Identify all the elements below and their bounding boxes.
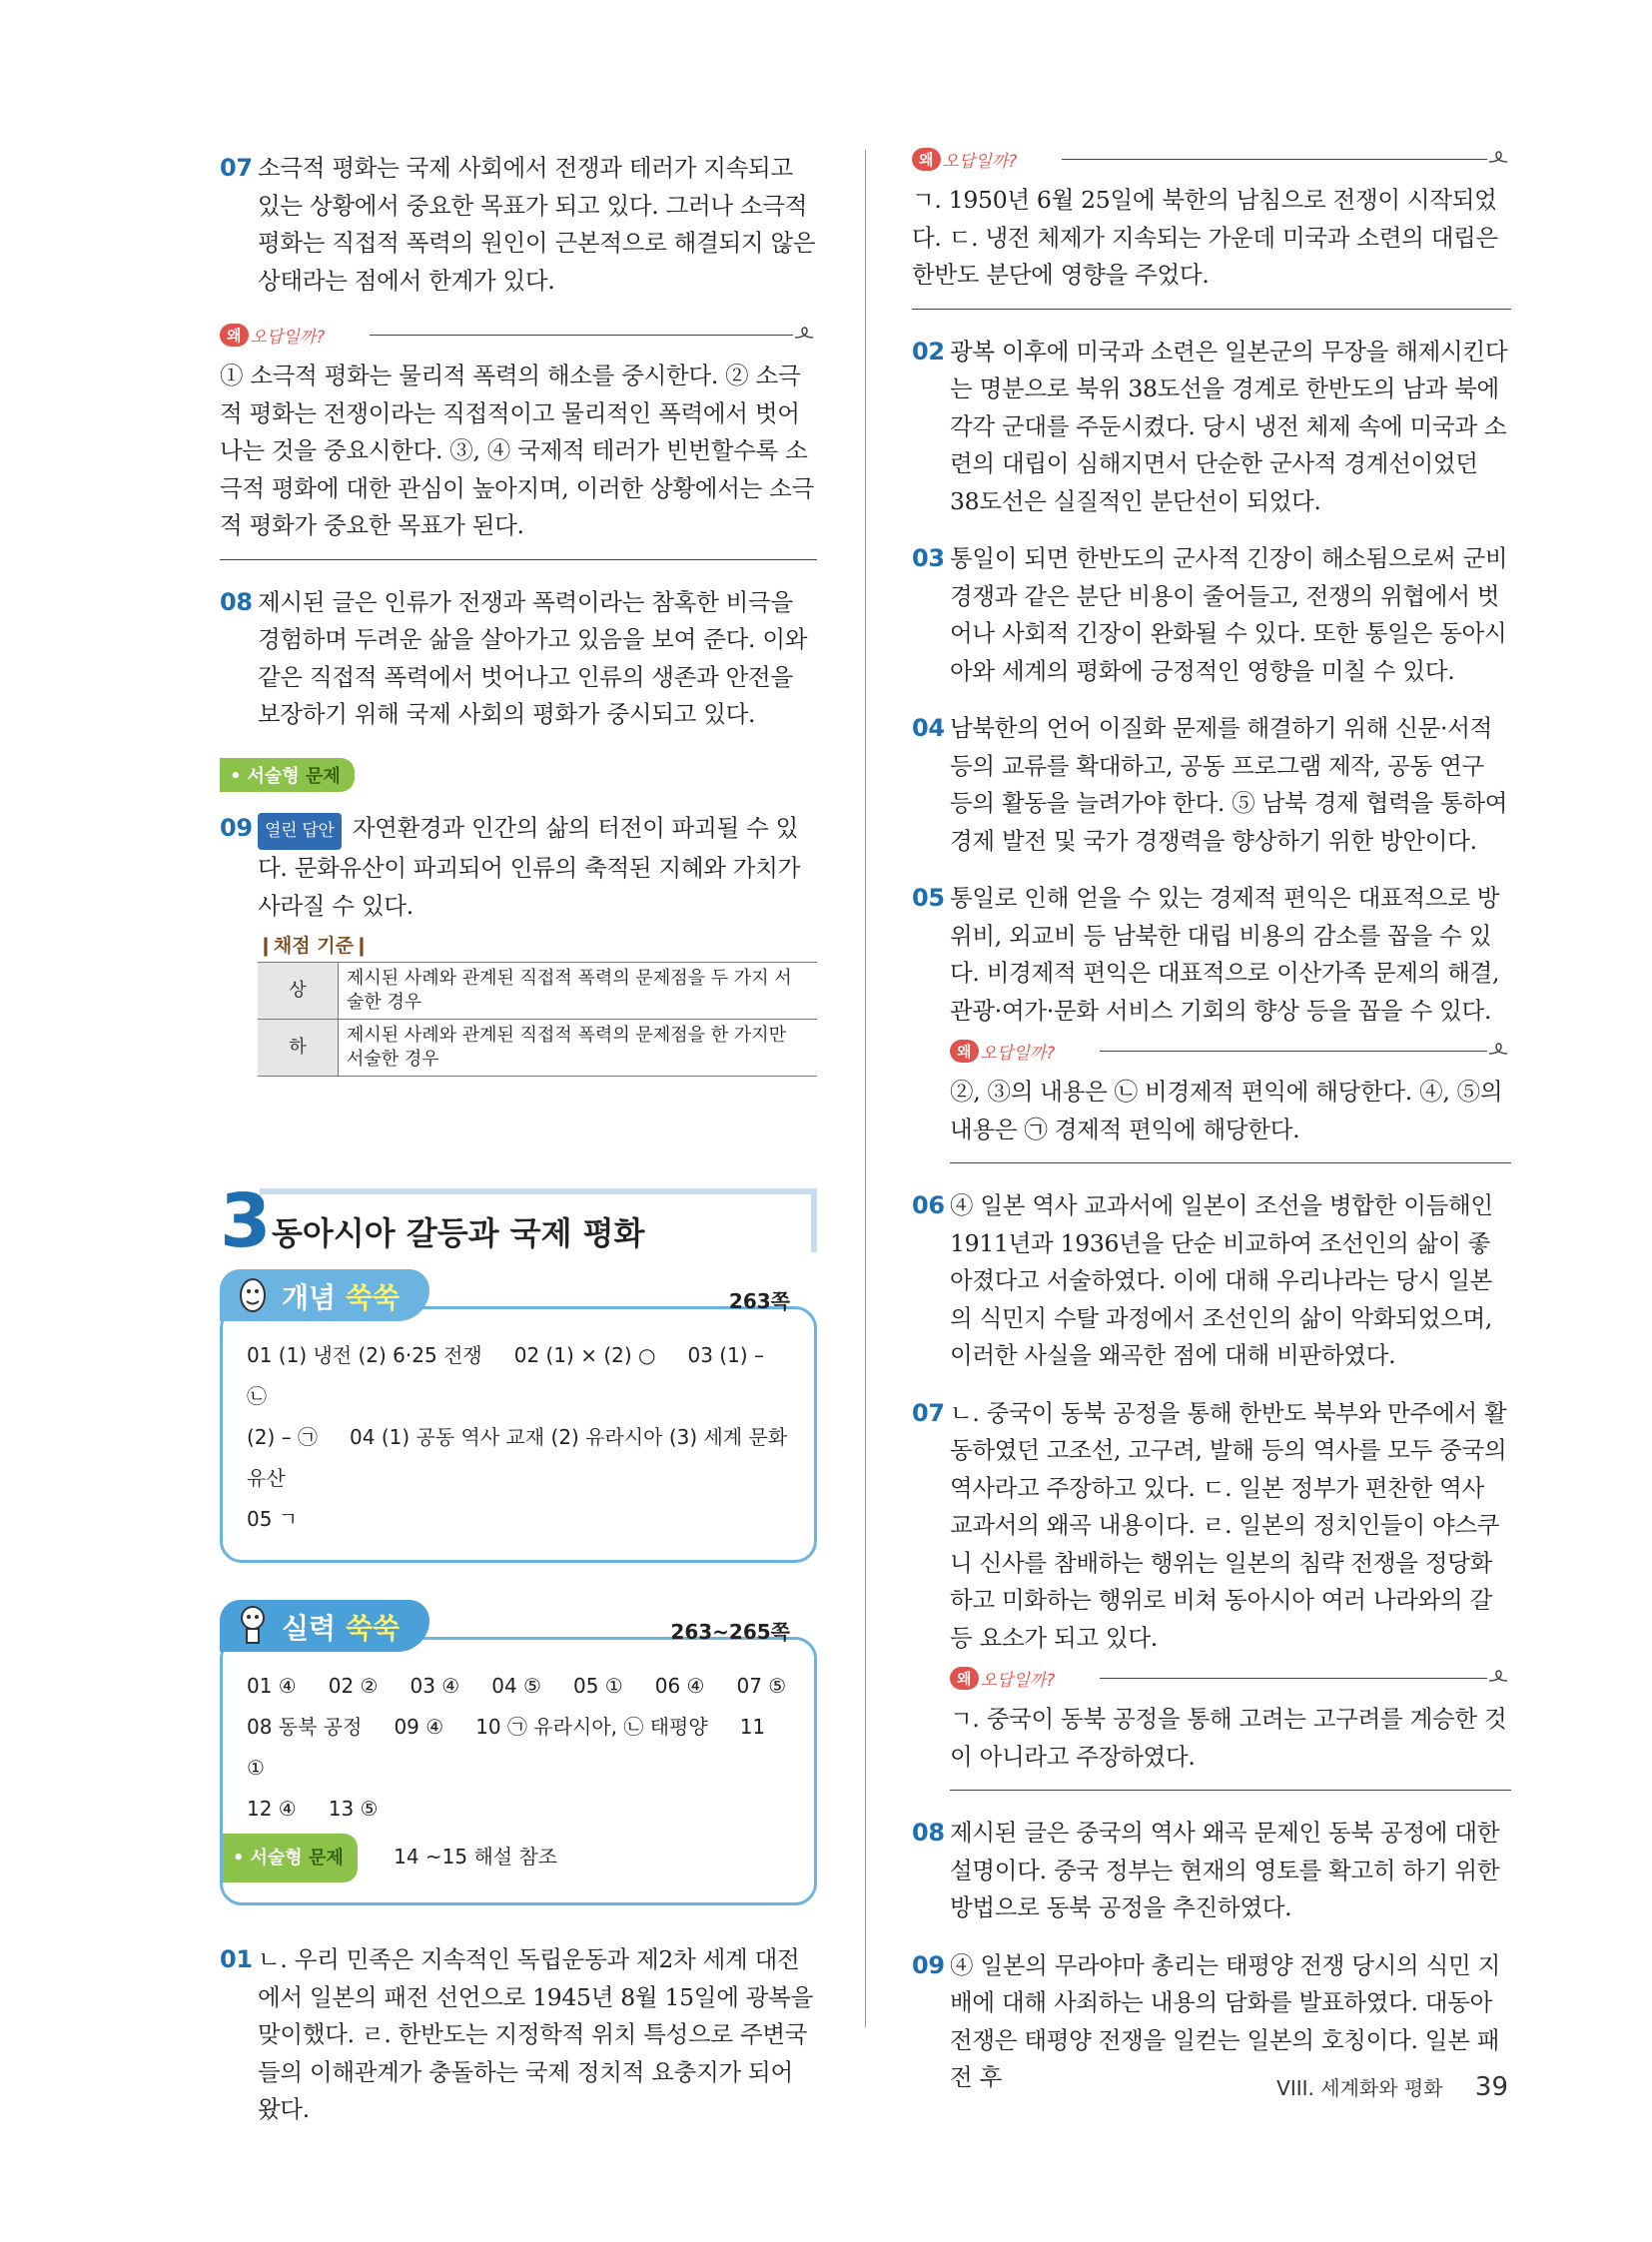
concept-tab-label: 개념 쑥쑥	[282, 1281, 400, 1314]
answer-row: 12 ④ 13 ⑤	[247, 1797, 379, 1821]
why-badge: 왜	[950, 1040, 979, 1063]
answer-08	[912, 1815, 1511, 1927]
page-ref: 263쪽	[728, 1289, 790, 1313]
criteria-row	[258, 1020, 817, 1077]
why-wrong-box	[950, 1663, 1511, 1791]
section-number: 3	[220, 1178, 272, 1264]
question-number: 09	[220, 813, 253, 842]
skill-answer-box	[220, 1612, 817, 1905]
question-number: 07	[220, 154, 253, 182]
loop-icon	[1487, 148, 1507, 168]
answer-text: 남북한의 언어 이질화 문제를 해결하기 위해 신문·서적 등의 교류를 확대하고, 공동 프로그램 제작, 공동 연구 등의 활동을 늘려가야 한다. ⑤ 남북 경제 협력을 통하여 경제 발전 및 국가 경쟁력을 향상하기 위한 방안이다.	[950, 714, 1508, 855]
answer-text: ㄴ. 우리 민족은 지속적인 독립운동과 제2차 세계 대전에서 일본의 패전 선언으로 1945년 8월 15일에 광복을 맞이했다. ㄹ. 한반도는 지정학적 위치 특성으로 주변국들의 이해관계가 충돌하는 국제 정치적 요충지가 되어 왔다.	[258, 1945, 813, 2123]
question-number: 02	[912, 337, 945, 366]
criteria-desc: 제시된 사례와 관계된 직접적 폭력의 문제점을 한 가지만 서술한 경우	[339, 1020, 818, 1077]
answer-row: 01 (1) 냉전 (2) 6·25 전쟁 02 (1) × (2) ○ 03 (1) – ㉡	[247, 1343, 764, 1408]
concept-tab	[220, 1269, 429, 1321]
question-number: 06	[912, 1191, 945, 1219]
section-title: 동아시아 갈등과 국제 평화	[272, 1214, 645, 1252]
answer-02	[912, 334, 1511, 521]
right-column	[912, 150, 1511, 2117]
answer-01	[220, 1941, 817, 2129]
skill-tab-label: 실력 쑥쑥	[282, 1612, 400, 1645]
answer-row: 08 동북 공정 09 ④ 10 ㉠ 유라시아, ㉡ 태평양 11 ①	[247, 1715, 766, 1780]
answer-row: 01 ④ 02 ② 03 ④ 04 ⑤ 05 ① 06 ④ 07 ⑤	[247, 1674, 787, 1698]
question-number: 01	[220, 1945, 253, 1973]
why-wrong-box	[950, 1036, 1511, 1163]
concept-answer-box	[220, 1281, 817, 1563]
page-ref: 263~265쪽	[670, 1620, 790, 1644]
answer-text: ㄴ. 중국이 동북 공정을 통해 한반도 북부와 만주에서 활동하였던 고조선, 고구려, 발해 등의 역사를 모두 중국의 역사라고 주장하고 있다. ㄷ. 일본 정부가 편찬한 역사 교과서의 왜곡 내용이다. ㄹ. 일본의 정치인들이 야스쿠니 신사를 참배하는 행위는 일본의 침략 전쟁을 정당화하고 미화하는 행위로 비쳐 동아시아 여러 나라와의 갈등 요소가 되고 있다.	[950, 1398, 1507, 1652]
answer-text: 제시된 글은 중국의 역사 왜곡 문제인 동북 공정에 대한 설명이다. 중국 정부는 현재의 영토를 확고히 하기 위한 방법으로 동북 공정을 추진하였다.	[950, 1819, 1500, 1921]
left-column	[220, 150, 817, 2149]
criteria-table	[258, 962, 817, 1077]
question-number: 07	[912, 1398, 945, 1427]
why-wrong-tag	[912, 144, 1017, 174]
why-rule	[1100, 1678, 1487, 1679]
answer-text: 통일로 인해 얻을 수 있는 경제적 편익은 대표적으로 방위비, 외교비 등 남북한 대립 비용의 감소를 꼽을 수 있다. 비경제적 편익은 대표적으로 이산가족 문제의 해결, 관광·여가·문화 서비스 기회의 향상 등을 꼽을 수 있다.	[950, 884, 1500, 1025]
column-divider	[865, 150, 866, 2027]
why-rule	[1062, 159, 1487, 160]
skill-tab	[220, 1600, 429, 1652]
answer-06	[912, 1187, 1511, 1375]
essay-label-row	[220, 758, 817, 792]
why-rule	[370, 335, 793, 336]
answer-row: (2) – ㉠ 04 (1) 공동 역사 교재 (2) 유라시아 (3) 세계 문화유산	[247, 1425, 788, 1490]
why-text-body: ㄱ. 1950년 6월 25일에 북한의 남침으로 전쟁이 시작되었다. ㄷ. 냉전 체제가 지속되는 가운데 미국과 소련의 대립은 한반도 분단에 영향을 주었다.	[912, 186, 1498, 289]
why-wrong-box	[220, 320, 817, 560]
answer-07	[220, 150, 817, 300]
essay-ref-row	[223, 1834, 794, 1882]
why-rule	[1100, 1051, 1487, 1052]
essay-pill: • 서술형 문제	[220, 758, 355, 792]
section-bar-vertical	[811, 1188, 817, 1252]
question-number: 08	[220, 587, 253, 616]
criteria-label: ❙채점 기준❙	[258, 935, 370, 957]
answer-text: 광복 이후에 미국과 소련은 일본군의 무장을 해제시킨다는 명분으로 북위 38도선을 경계로 한반도의 남과 북에 각각 군대를 주둔시켰다. 당시 냉전 체제 속에 미국과 소련의 대립이 심해지면서 단순한 군사적 경계선이었던 38도선은 실질적인 분단선이 되었다.	[950, 337, 1508, 515]
chapter-title: VIII. 세계화와 평화	[1276, 2076, 1443, 2100]
why-wrong-box	[912, 144, 1511, 310]
why-text-body: ②, ③의 내용은 ㉡ 비경제적 편익에 해당한다. ④, ⑤의 내용은 ㉠ 경제적 편익에 해당한다.	[950, 1078, 1503, 1143]
why-label: 오답일까?	[980, 1670, 1056, 1691]
answer-05	[912, 880, 1511, 1030]
answer-03	[912, 540, 1511, 690]
page-number: 39	[1474, 2072, 1508, 2102]
essay-pill: • 서술형 문제	[223, 1834, 358, 1882]
loop-icon	[793, 324, 813, 344]
answer-text: 제시된 글은 인류가 전쟁과 폭력이라는 참혹한 비극을 경험하며 두려운 삶을 살아가고 있음을 보여 준다. 이와 같은 직접적 폭력에서 벗어나고 인류의 생존과 안전을 보장하기 위해 국제 사회의 평화가 중시되고 있다.	[258, 587, 808, 728]
loop-icon	[1487, 1667, 1507, 1687]
criteria-level: 상	[258, 963, 339, 1020]
mascot-icon	[232, 1271, 274, 1319]
why-label: 오답일까?	[942, 151, 1018, 172]
question-number: 03	[912, 544, 945, 572]
answer-09	[220, 810, 817, 926]
answer-text: 통일이 되면 한반도의 군사적 긴장이 해소됨으로써 군비 경쟁과 같은 분단 비용이 줄어들고, 전쟁의 위협에서 벗어나 사회적 긴장이 완화될 수 있다. 또한 통일은 동아시아와 세계의 평화에 긍정적인 영향을 미칠 수 있다.	[950, 544, 1508, 685]
question-number: 04	[912, 714, 945, 742]
answer-08	[220, 584, 817, 734]
answer-row: 05 ㄱ	[247, 1507, 299, 1531]
criteria-row	[258, 963, 817, 1020]
why-label: 오답일까?	[250, 327, 326, 348]
why-wrong-tag	[220, 320, 325, 350]
answer-text: 소극적 평화는 국제 사회에서 전쟁과 테러가 지속되고 있는 상황에서 중요한 목표가 되고 있다. 그러나 소극적 평화는 직접적 폭력의 원인이 근본적으로 해결되지 않은 상태라는 점에서 한계가 있다.	[258, 154, 816, 295]
answer-text: ④ 일본의 무라야마 총리는 태평양 전쟁 당시의 식민 지배에 대해 사죄하는 내용의 담화를 발표하였다. 대동아 전쟁은 태평양 전쟁을 일컫는 일본의 호칭이다. 일본 패전 후	[950, 1950, 1500, 2091]
why-text-body: ㄱ. 중국이 동북 공정을 통해 고려는 고구려를 계승한 것이 아니라고 주장하였다.	[950, 1705, 1507, 1771]
section-header	[220, 1172, 817, 1272]
why-label: 오답일까?	[980, 1043, 1056, 1064]
loop-icon	[1487, 1040, 1507, 1060]
why-badge: 왜	[950, 1667, 979, 1690]
why-badge: 왜	[912, 148, 941, 171]
why-wrong-tag	[950, 1663, 1055, 1693]
answer-04	[912, 710, 1511, 860]
answer-text: ④ 일본 역사 교과서에 일본이 조선을 병합한 이듬해인 1911년과 1936년을 단순 비교하여 조선인의 삶이 좋아졌다고 서술하였다. 이에 대해 우리나라는 당시 일본의 식민지 수탈 과정에서 조선인의 삶이 악화되었으며, 이러한 사실을 왜곡한 점에 대해 비판하였다.	[950, 1191, 1493, 1369]
criteria-desc: 제시된 사례와 관계된 직접적 폭력의 문제점을 두 가지 서술한 경우	[339, 963, 818, 1020]
section-bar	[260, 1188, 817, 1194]
criteria-level: 하	[258, 1020, 339, 1077]
mascot-icon	[232, 1602, 274, 1650]
answer-07	[912, 1395, 1511, 1658]
question-number: 05	[912, 884, 945, 912]
answer-text: 자연환경과 인간의 삶의 터전이 파괴될 수 있다. 문화유산이 파괴되어 인류의 축적된 지혜와 가치가 사라질 수 있다.	[258, 813, 801, 920]
question-number: 08	[912, 1819, 945, 1847]
question-number: 09	[912, 1950, 945, 1979]
open-answer-tag: 열린 답안	[258, 813, 342, 851]
why-wrong-tag	[950, 1036, 1055, 1066]
why-badge: 왜	[220, 324, 249, 347]
page-footer	[1276, 2072, 1508, 2102]
why-text-body: ① 소극적 평화는 물리적 폭력의 해소를 중시한다. ② 소극적 평화는 전쟁이라는 직접적이고 물리적인 폭력에서 벗어나는 것을 중요시한다. ③, ④ 국제적 테러가 빈번할수록 소극적 평화에 대한 관심이 높아지며, 이러한 상황에서는 소극적 평화가 중요한 목표가 된다.	[220, 362, 814, 539]
essay-ref: 14 ~15 해설 참조	[394, 1845, 558, 1868]
